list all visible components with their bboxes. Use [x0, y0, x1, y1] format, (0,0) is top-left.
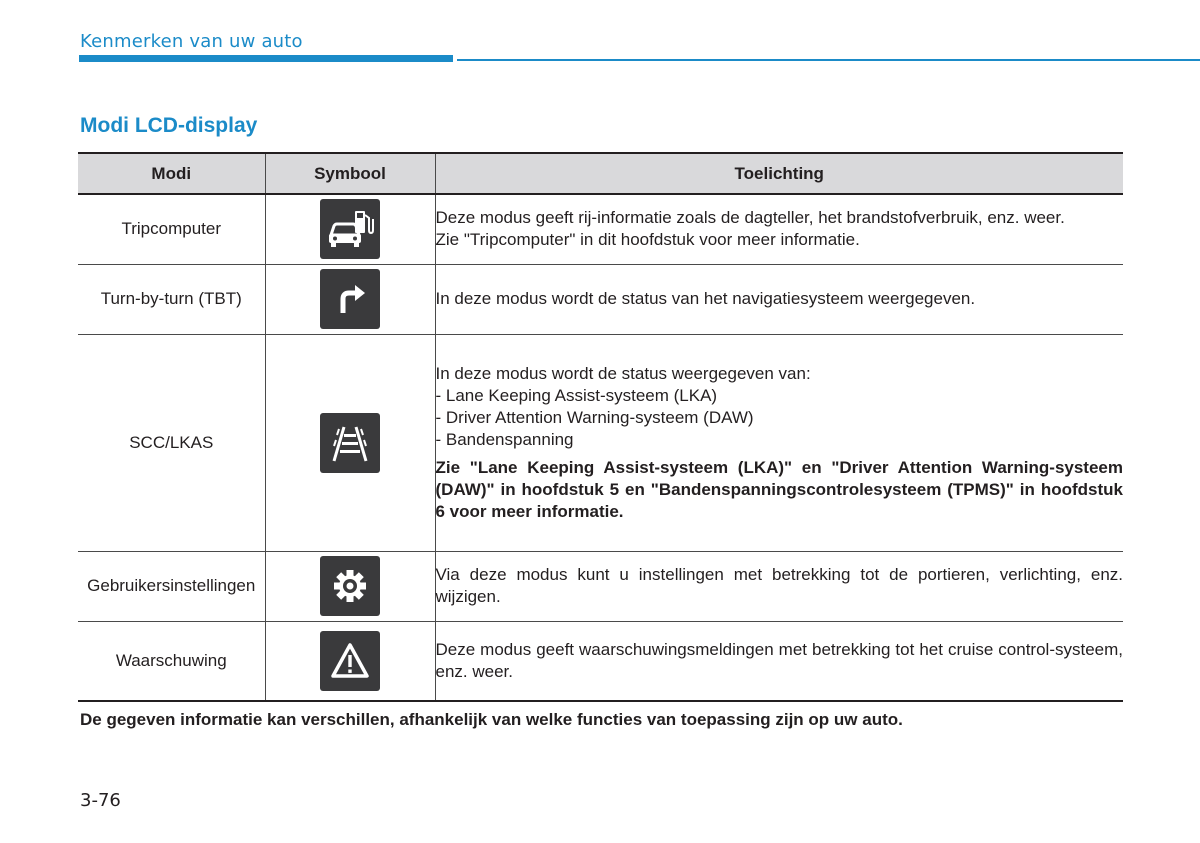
- description-line: - Bandenspanning: [435, 429, 574, 449]
- mode-name: Tripcomputer: [78, 194, 265, 264]
- warning-triangle-icon: [320, 631, 380, 691]
- chapter-title: Kenmerken van uw auto: [80, 31, 303, 52]
- column-header-modes: Modi: [78, 153, 265, 194]
- mode-description: [435, 264, 1123, 334]
- mode-name: SCC/LKAS: [78, 334, 265, 551]
- description-reference: Zie "Lane Keeping Assist-systeem (LKA)" en "Driver Attention Warning-systeem (DAW)" in hoofdstuk 5 en "Bandenspanningscontrolesysteem (TPMS)" in hoofdstuk 6 voor meer informatie.: [435, 457, 1123, 521]
- description-line: Deze modus geeft rij-informatie zoals de dagteller, het brandstofverbruik, enz. weer.: [435, 208, 1065, 228]
- symbol-cell: [265, 551, 435, 621]
- column-header-symbol: Symbool: [265, 153, 435, 194]
- description-line: In deze modus wordt de status van het navigatiesysteem weergegeven.: [435, 289, 976, 308]
- symbol-cell: [265, 264, 435, 334]
- mode-name: Waarschuwing: [78, 621, 265, 701]
- section-title: Modi LCD-display: [80, 114, 258, 137]
- table-header-row: [78, 153, 1123, 194]
- description-line: - Lane Keeping Assist-systeem (LKA): [435, 385, 718, 405]
- table-row: [78, 334, 1123, 551]
- turn-right-arrow-icon: [320, 269, 380, 329]
- description-line: - Driver Attention Warning-systeem (DAW): [435, 407, 754, 427]
- symbol-cell: [265, 194, 435, 264]
- header-rule-thick: [79, 55, 453, 62]
- table-row: [78, 264, 1123, 334]
- column-header-explanation: Toelichting: [435, 153, 1123, 194]
- lcd-modes-table: [78, 152, 1123, 702]
- footnote: De gegeven informatie kan verschillen, afhankelijk van welke functies van toepassing zijn op uw auto.: [80, 710, 903, 729]
- table-row: [78, 551, 1123, 621]
- table-row: [78, 621, 1123, 701]
- page-number: 3-76: [80, 790, 121, 811]
- mode-description: [435, 194, 1123, 264]
- mode-name: Gebruikersinstellingen: [78, 551, 265, 621]
- mode-name: Turn-by-turn (TBT): [78, 264, 265, 334]
- header-rule-thin: [457, 59, 1200, 61]
- description-line: Zie "Tripcomputer" in dit hoofdstuk voor meer informatie.: [435, 230, 860, 250]
- lane-keeping-icon: [320, 413, 380, 473]
- description-line: Via deze modus kunt u instellingen met betrekking tot de portieren, verlichting, enz. wijzigen.: [435, 565, 1123, 606]
- mode-description: [435, 621, 1123, 701]
- symbol-cell: [265, 334, 435, 551]
- gear-icon: [320, 556, 380, 616]
- trip-computer-icon: [320, 199, 380, 259]
- mode-description: [435, 334, 1123, 551]
- table-row: [78, 194, 1123, 264]
- description-line: Deze modus geeft waarschuwingsmeldingen met betrekking tot het cruise control-systeem, enz. weer.: [435, 639, 1123, 681]
- mode-description: [435, 551, 1123, 621]
- description-line: In deze modus wordt de status weergegeven van:: [435, 363, 811, 383]
- symbol-cell: [265, 621, 435, 701]
